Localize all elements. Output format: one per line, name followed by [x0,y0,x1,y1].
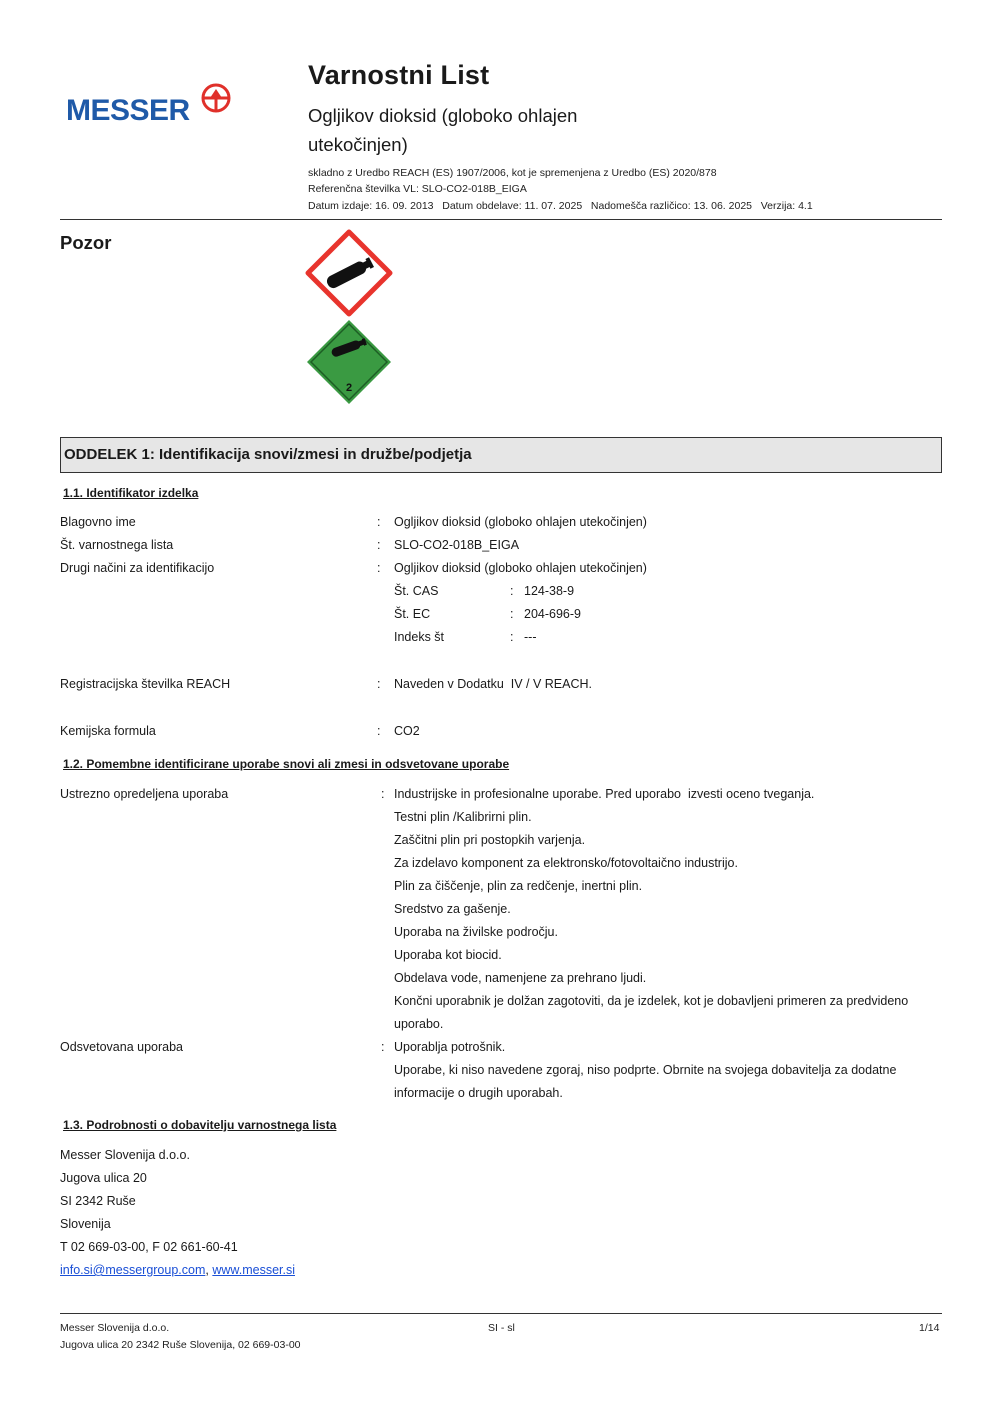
colon: : [377,515,381,529]
ec-value: 204-696-9 [524,607,581,621]
footer-company: Messer Slovenija d.o.o. [60,1322,170,1334]
supplier-city: SI 2342 Ruše [60,1194,136,1208]
signal-word: Pozor [60,232,112,253]
gas-cylinder-ghs-icon [305,229,393,317]
subsection-1-1-heading: 1.1. Identifikator izdelka [63,486,199,500]
supplier-name: Messer Slovenija d.o.o. [60,1148,190,1162]
other-identification-value: Ogljikov dioksid (globoko ohlajen utekočinjen) [394,561,647,575]
subtitle-line-1: Ogljikov dioksid (globoko ohlajen [308,105,578,126]
ec-label: Št. EC [394,607,431,621]
other-identification-label: Drugi načini za identifikacijo [60,561,215,575]
messer-logo [66,82,236,126]
discouraged-uses-label: Odsvetovana uporaba [60,1040,184,1054]
supplier-street: Jugova ulica 20 [60,1171,147,1185]
reach-value: Naveden v Dodatku IV / V REACH. [394,677,593,691]
use-item: Končni uporabnik je dolžan zagotoviti, da je izdelek, kot je dobavljeni primeren za predvideno [394,994,909,1008]
use-item: uporabo. [394,1017,444,1031]
subsection-1-3-heading: 1.3. Podrobnosti o dobavitelju varnostnega lista [63,1118,337,1132]
colon: : [377,724,381,738]
footer-locale: SI - sl [488,1322,515,1334]
use-item: Industrijske in profesionalne uporabe. Pred uporabo izvesti oceno tveganja. [394,787,815,801]
email-link[interactable]: info.si@messergroup.com [60,1263,206,1277]
subsection-1-2-heading: 1.2. Pomembne identificirane uporabe snovi ali zmesi in odsvetovane uporabe [63,757,510,771]
link-separator: , [205,1263,213,1277]
adr-class-2-icon [305,318,393,406]
supplier-contact-links [60,1262,295,1278]
supplier-country: Slovenija [60,1217,111,1231]
cas-label: Št. CAS [394,584,439,598]
trade-name-label: Blagovno ime [60,515,136,529]
reach-label: Registracijska številka REACH [60,677,231,691]
section-1-title: ODDELEK 1: Identifikacija snovi/zmesi in družbe/podjetja [64,446,472,463]
discouraged-item: Uporablja potrošnik. [394,1040,506,1054]
use-item: Plin za čiščenje, plin za redčenje, inertni plin. [394,879,643,893]
cas-value: 124-38-9 [524,584,575,598]
colon: : [510,630,514,644]
adr-class-number: 2 [345,382,353,394]
document-title: Varnostni List [308,60,490,90]
use-item: Sredstvo za gašenje. [394,902,511,916]
colon: : [377,538,381,552]
use-item: Testni plin /Kalibrirni plin. [394,810,532,824]
revision-dates: Datum izdaje: 16. 09. 2013 Datum obdelave: 11. 07. 2025 Nadomešča različico: 13. 06. 2025 Verzija: 4.1 [308,200,813,212]
logo-text: MESSER [66,94,190,126]
supplier-phone: T 02 669-03-00, F 02 661-60-41 [60,1240,238,1254]
section-1-header [60,437,942,473]
sds-number-value: SLO-CO2-018B_EIGA [394,538,520,552]
trade-name-value: Ogljikov dioksid (globoko ohlajen utekočinjen) [394,515,647,529]
header-divider [60,219,942,220]
discouraged-item: informacije o drugih uporabah. [394,1086,563,1100]
footer-divider [60,1313,942,1314]
sds-number-label: Št. varnostnega lista [60,538,174,552]
formula-value: CO2 [394,724,420,738]
use-item: Uporaba kot biocid. [394,948,502,962]
colon: : [510,584,514,598]
colon: : [381,1040,385,1054]
use-item: Obdelava vode, namenjene za prehrano ljudi. [394,971,647,985]
colon: : [510,607,514,621]
website-link[interactable]: www.messer.si [212,1263,295,1277]
identified-uses-label: Ustrezno opredeljena uporaba [60,787,229,801]
messer-logo-icon [66,82,236,126]
use-item: Uporaba na živilske področju. [394,925,558,939]
index-label: Indeks št [394,630,445,644]
colon: : [381,787,385,801]
page-number: 1/14 [919,1322,940,1334]
subtitle-line-2: utekočinjen) [308,134,408,155]
use-item: Zaščitni plin pri postopkih varjenja. [394,833,586,847]
formula-label: Kemijska formula [60,724,156,738]
colon: : [377,561,381,575]
regulation-note: skladno z Uredbo REACH (ES) 1907/2006, kot je spremenjena z Uredbo (ES) 2020/878 [308,167,717,179]
use-item: Za izdelavo komponent za elektronsko/fotovoltaično industrijo. [394,856,738,870]
colon: : [377,677,381,691]
discouraged-item: Uporabe, ki niso navedene zgoraj, niso podprte. Obrnite na svojega dobavitelja za dodatne [394,1063,897,1077]
reference-number: Referenčna številka VL: SLO-CO2-018B_EIGA [308,183,527,195]
document-subtitle [308,101,638,159]
index-value: --- [524,630,537,644]
footer-address: Jugova ulica 20 2342 Ruše Slovenija, 02 669-03-00 [60,1339,301,1351]
